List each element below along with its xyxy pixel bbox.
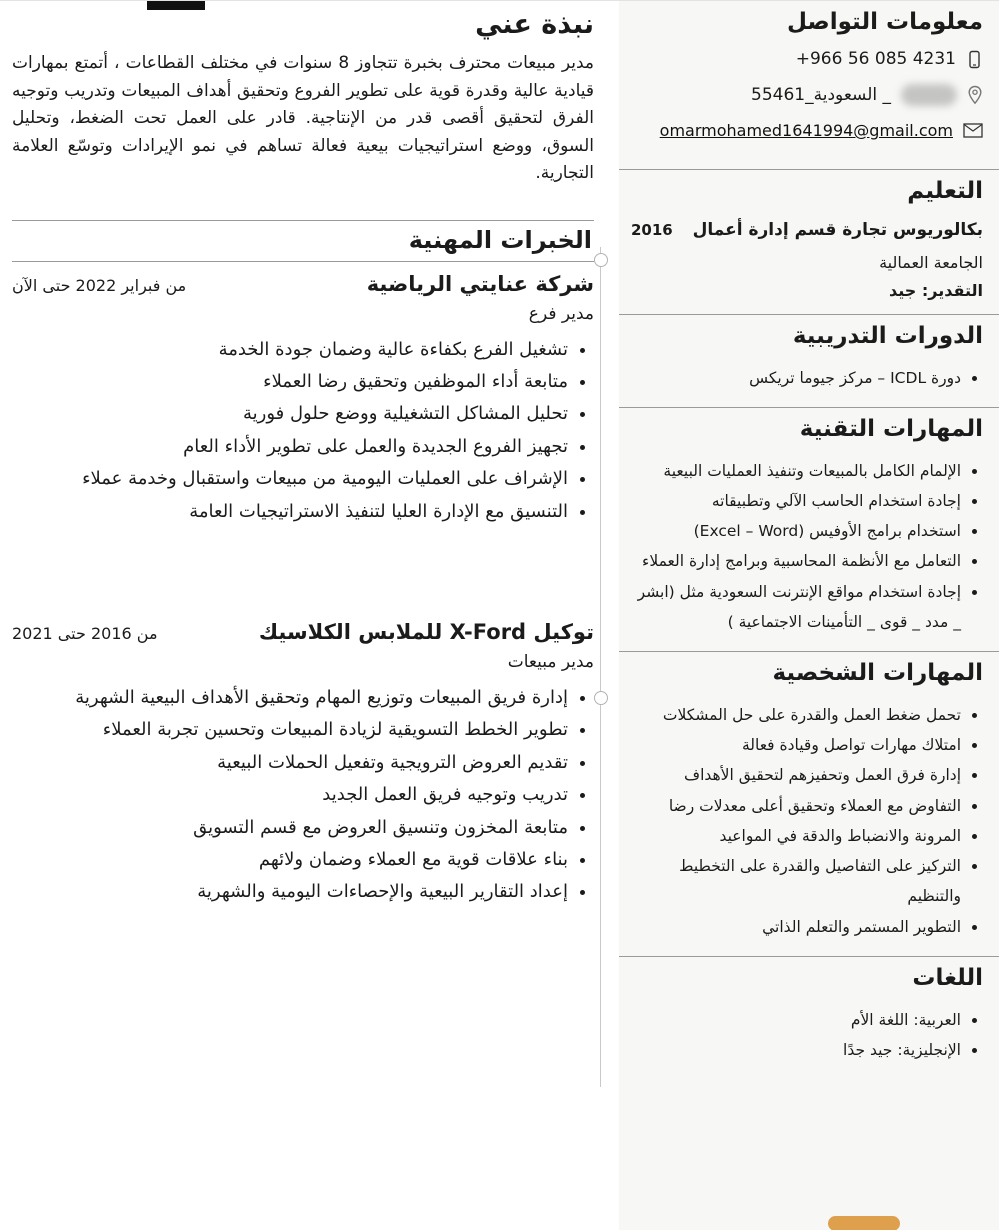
- list-item: • تقديم العروض الترويجية وتفعيل الحملات البيعية: [12, 747, 568, 779]
- list-item: • متابعة المخزون وتنسيق العروض مع قسم التسويق: [12, 812, 568, 844]
- degree-name: بكالوريوس تجارة قسم إدارة أعمال: [692, 220, 983, 240]
- list-item: • إعداد التقارير البيعية والإحصاءات اليومية والشهرية: [12, 876, 568, 908]
- list-item: • إدارة فرق العمل وتحفيزهم لتحقيق الأهداف: [631, 760, 961, 790]
- main-column: [12, 9, 594, 909]
- timeline-dot: [594, 253, 608, 267]
- about-text: مدير مبيعات محترف بخبرة تتجاوز 8 سنوات في مختلف القطاعات ، أتمتع بمهارات قيادية عالية وقدرة قوية على تطوير الفروع وتحقيق أهداف المبيعات وتدريب وتوجيه الفرق لتحقيق أقصى قدر من الإنتاجية. قادر على العمل تحت الضغط، وتحليل السوق، ووضع استراتيجيات بيعية فعالة تساهم في نمو الإيرادات وتوسّع العلامة التجارية.: [12, 53, 594, 184]
- degree-row: [631, 218, 983, 244]
- job-dates: من 2016 حتى 2021: [12, 624, 158, 643]
- list-item: • تدريب وتوجيه فريق العمل الجديد: [12, 779, 568, 811]
- list-item: • تحليل المشاكل التشغيلية ووضع حلول فورية: [12, 398, 568, 430]
- technical-skills-section: [619, 407, 999, 651]
- list-item: • إجادة استخدام الحاسب الآلي وتطبيقاته: [631, 486, 961, 516]
- list-item: • الإلمام الكامل بالمبيعات وتنفيذ العمليات البيعية: [631, 456, 961, 486]
- list-item: • الإشراف على العمليات اليومية من مبيعات واستقبال وخدمة عملاء: [12, 463, 568, 495]
- list-item: • استخدام برامج الأوفيس (Excel – Word): [631, 516, 961, 546]
- list-item: • التفاوض مع العملاء وتحقيق أعلى معدلات رضا: [631, 791, 961, 821]
- education-title: التعليم: [907, 178, 983, 204]
- list-item: • التطوير المستمر والتعلم الذاتي: [631, 912, 961, 942]
- education-section: [619, 169, 999, 314]
- graduation-year: 2016: [631, 221, 673, 239]
- location-pin-icon: [967, 85, 983, 105]
- divider: [12, 261, 594, 262]
- personal-skills-list: [631, 700, 983, 942]
- job-dates: من فبراير 2022 حتى الآن: [12, 275, 187, 295]
- experience-title: الخبرات المهنية: [408, 225, 592, 254]
- highlight-fragment: [828, 1216, 900, 1230]
- job-duties-list: [12, 334, 594, 528]
- languages-title: اللغات: [912, 964, 983, 991]
- list-item: • التركيز على التفاصيل والقدرة على التخطيط والتنظيم: [631, 851, 961, 911]
- company-name: شركة عنايتي الرياضية: [366, 271, 594, 296]
- contact-title: معلومات التواصل: [787, 9, 983, 35]
- languages-list: [631, 1005, 983, 1065]
- timeline-line: [600, 247, 601, 1087]
- personal-skills-title: المهارات الشخصية: [772, 660, 983, 687]
- job-header: [12, 272, 594, 296]
- email-row: [631, 121, 983, 140]
- technical-skills-list: [631, 456, 983, 637]
- job-header: [12, 620, 594, 644]
- about-section: [12, 9, 594, 188]
- languages-section: [619, 956, 999, 1079]
- redacted-area: [901, 84, 957, 106]
- about-title: نبذة عني: [475, 9, 594, 40]
- list-item: • امتلاك مهارات تواصل وقيادة فعالة: [631, 730, 961, 760]
- phone-number: +966 56 085 4231: [795, 49, 956, 69]
- list-item: • تحمل ضغط العمل والقدرة على حل المشكلات: [631, 700, 961, 730]
- list-item: • تشغيل الفرع بكفاءة عالية وضمان جودة الخدمة: [12, 334, 568, 366]
- list-item: • إدارة فريق المبيعات وتوزيع المهام وتحقيق الأهداف البيعية الشهرية: [12, 682, 568, 714]
- sidebar: [619, 1, 999, 1230]
- location-row: [631, 84, 983, 106]
- list-item: • العربية: اللغة الأم: [631, 1005, 961, 1035]
- email-icon: [963, 123, 983, 138]
- list-item: • التنسيق مع الإدارة العليا لتنفيذ الاستراتيجيات العامة: [12, 496, 568, 528]
- list-item: • متابعة أداء الموظفين وتحقيق رضا العملاء: [12, 366, 568, 398]
- job-entry: [12, 272, 594, 528]
- list-item: • المرونة والانضباط والدقة في المواعيد: [631, 821, 961, 851]
- company-name: توكيل X-Ford للملابس الكلاسيك: [258, 620, 594, 644]
- courses-section: [619, 314, 999, 407]
- list-item: • تطوير الخطط التسويقية لزيادة المبيعات وتحسين تجربة العملاء: [12, 714, 568, 746]
- contact-section: [619, 1, 999, 169]
- email-link[interactable]: omarmohamed1641994@gmail.com: [659, 121, 953, 140]
- timeline-dot: [594, 691, 608, 705]
- phone-icon: [966, 50, 983, 69]
- job-role: مدير فرع: [528, 303, 594, 324]
- list-item: • التعامل مع الأنظمة المحاسبية وبرامج إدارة العملاء: [631, 546, 961, 576]
- job-role: مدير مبيعات: [507, 652, 594, 672]
- location-text: _ السعودية_55461: [751, 85, 891, 105]
- job-entry: [12, 620, 594, 909]
- personal-skills-section: [619, 651, 999, 956]
- list-item: • تجهيز الفروع الجديدة والعمل على تطوير الأداء العام: [12, 431, 568, 463]
- university-name: الجامعة العمالية: [879, 252, 983, 272]
- technical-skills-title: المهارات التقنية: [799, 415, 983, 442]
- courses-title: الدورات التدريبية: [792, 322, 983, 349]
- list-item: • الإنجليزية: جيد جدًا: [631, 1035, 961, 1065]
- courses-list: [631, 363, 983, 393]
- phone-row: [631, 49, 983, 69]
- job-duties-list: [12, 682, 594, 909]
- list-item: • إجادة استخدام مواقع الإنترنت السعودية مثل (ابشر _ مدد _ قوى _ التأمينات الاجتماعية ): [631, 577, 961, 637]
- list-item: • بناء علاقات قوية مع العملاء وضمان ولائهم: [12, 844, 568, 876]
- list-item: • دورة ICDL – مركز جيوما تريكس: [631, 363, 961, 393]
- grade: التقدير: جيد: [888, 280, 983, 300]
